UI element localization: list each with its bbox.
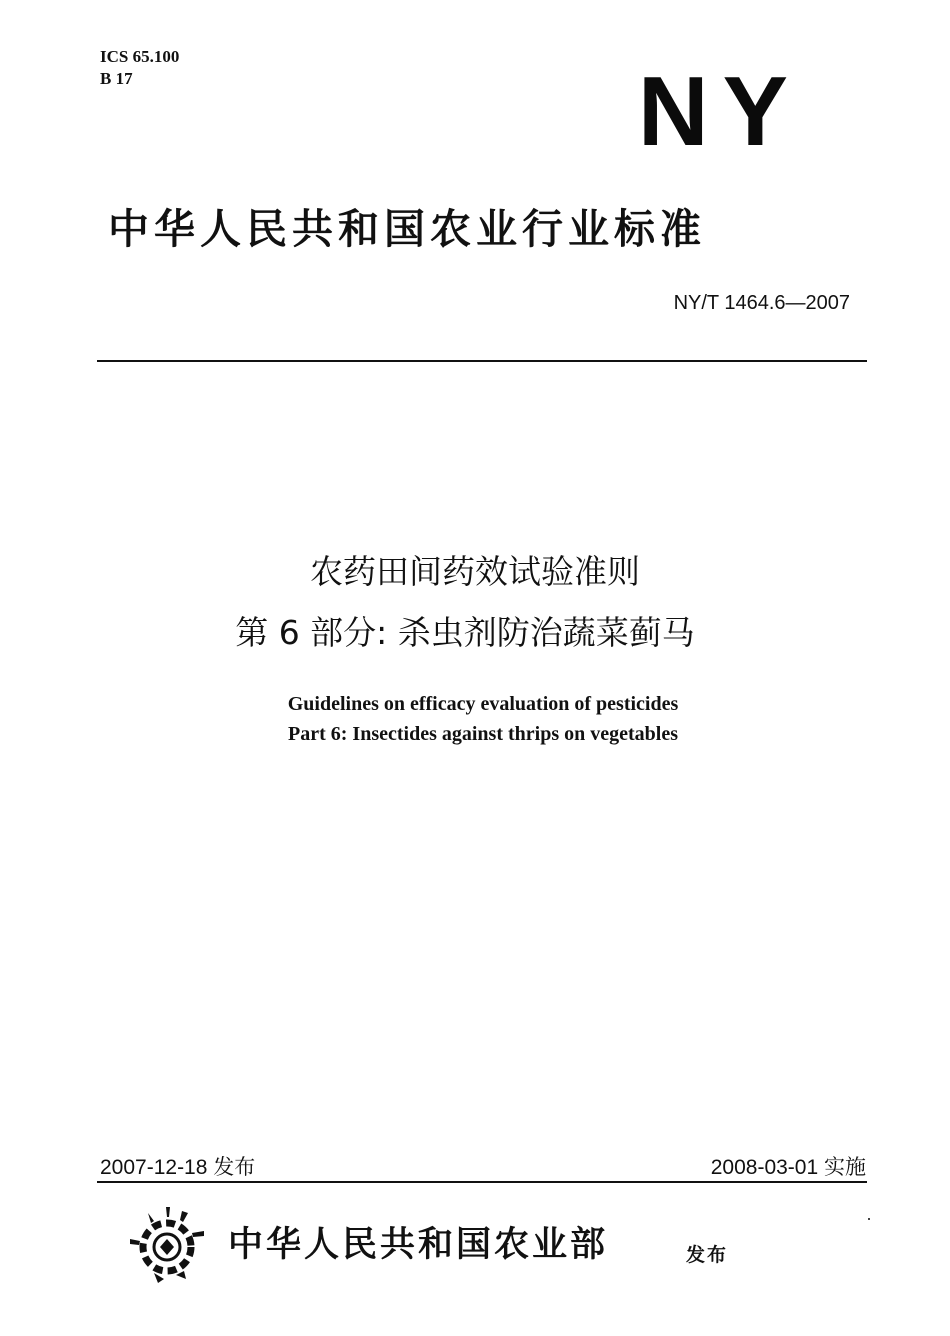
effective-date: 2008-03-01 实施: [710, 1156, 866, 1179]
issuing-ministry: 中华人民共和国农业部: [228, 1224, 609, 1265]
standard-number: NY/T 1464.6—2007: [673, 292, 850, 314]
ministry-emblem-icon: [126, 1203, 208, 1285]
bottom-divider: [97, 1181, 867, 1183]
ny-logo: NY: [637, 56, 802, 166]
publish-label: 发布: [686, 1244, 729, 1266]
ics-code: ICS 65.100: [100, 47, 180, 66]
title-cn-line2: 第 6 部分: 杀虫剂防治蔬菜蓟马: [235, 613, 695, 652]
issue-date: 2007-12-18 发布: [100, 1156, 256, 1179]
title-cn-line1: 农药田间药效试验准则: [310, 552, 640, 591]
title-en-line2: Part 6: Insectides against thrips on vegetables: [288, 723, 678, 745]
top-divider: [97, 360, 867, 362]
classification-codes: [100, 46, 179, 90]
scan-speck: [868, 1218, 870, 1220]
title-en-line1: Guidelines on efficacy evaluation of pesticides: [287, 693, 679, 715]
class-code: B 17: [100, 69, 133, 88]
standard-type-heading: 中华人民共和国农业行业标准: [108, 205, 706, 253]
